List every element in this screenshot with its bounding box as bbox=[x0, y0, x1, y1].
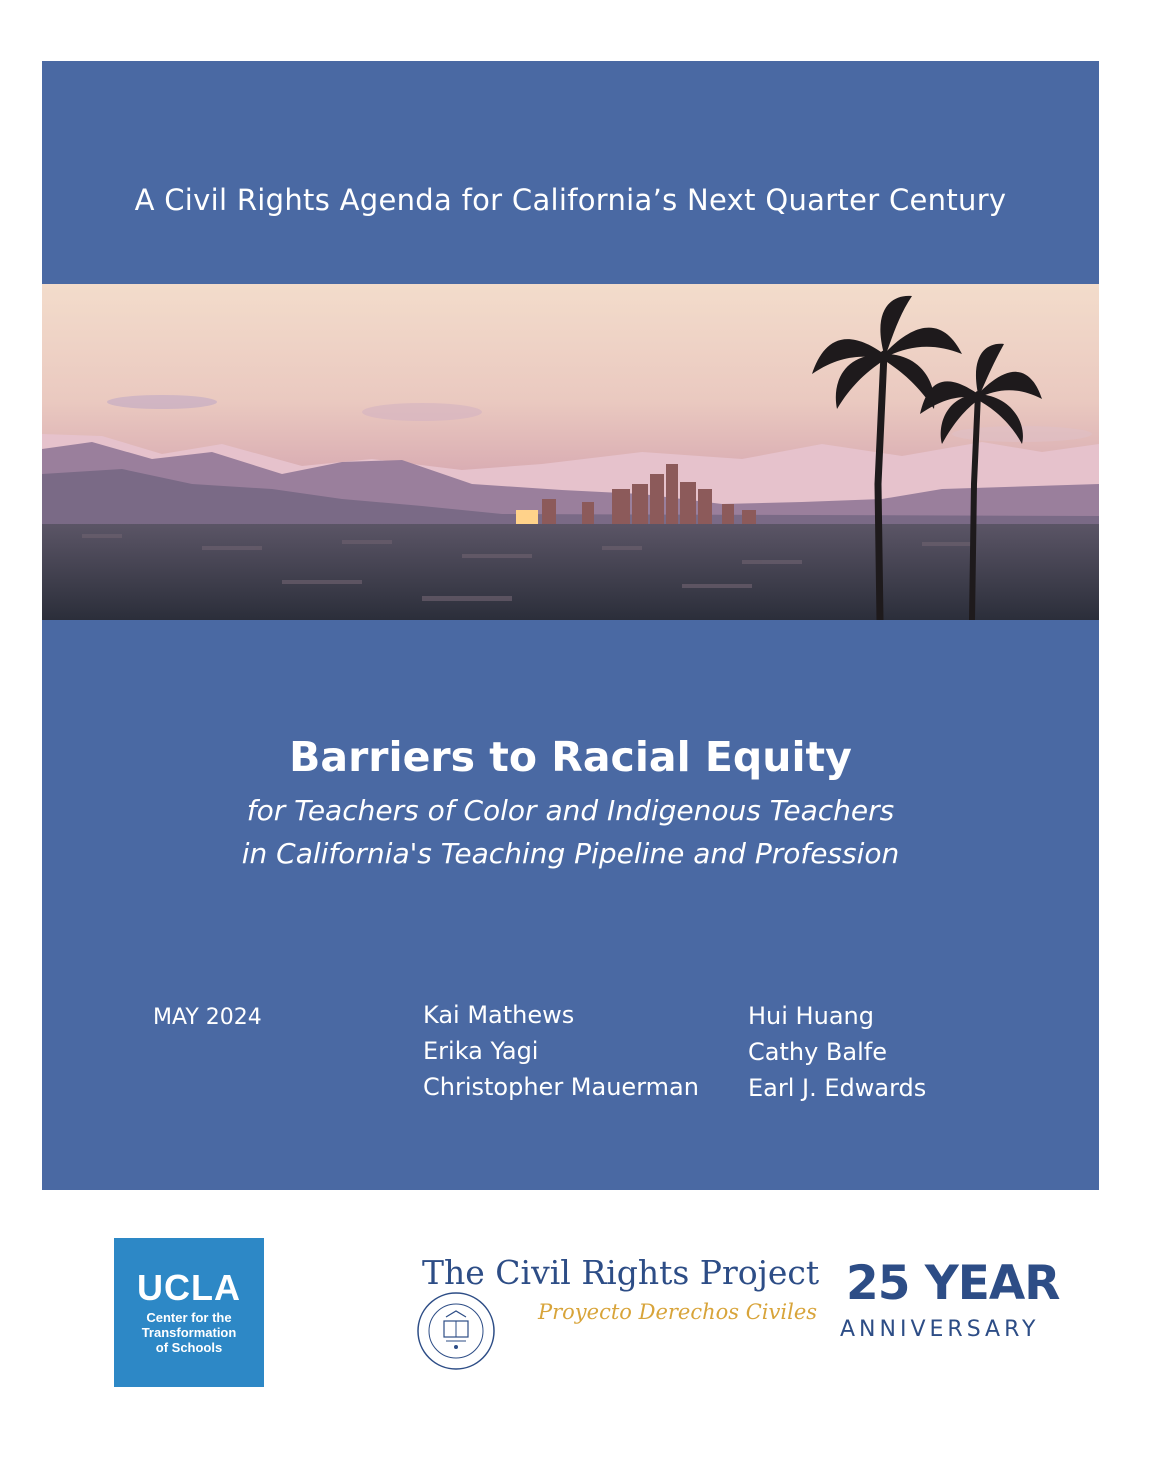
author-name: Christopher Mauerman bbox=[423, 1073, 699, 1101]
author-name: Earl J. Edwards bbox=[748, 1074, 927, 1102]
author-name: Erika Yagi bbox=[423, 1037, 539, 1065]
author-list-left bbox=[423, 997, 699, 1105]
civil-rights-project-spanish: Proyecto Derechos Civiles bbox=[538, 1300, 818, 1324]
author-name: Cathy Balfe bbox=[748, 1038, 887, 1066]
ucla-center-name bbox=[114, 1310, 264, 1355]
anniversary-25-year: 25 YEAR bbox=[846, 1256, 1060, 1311]
ucla-center-line: Center for the bbox=[146, 1310, 232, 1325]
report-subtitle-line1: for Teachers of Color and Indigenous Teachers bbox=[246, 794, 895, 827]
ucla-cts-logo bbox=[114, 1238, 264, 1387]
anniversary-label: ANNIVERSARY bbox=[840, 1317, 1040, 1342]
uc-seal-icon bbox=[416, 1291, 496, 1371]
ucla-center-line: Transformation bbox=[141, 1325, 237, 1340]
ucla-wordmark: UCLA bbox=[137, 1267, 241, 1308]
author-list-right bbox=[748, 998, 926, 1106]
publication-date: MAY 2024 bbox=[153, 1005, 262, 1030]
cover-panel bbox=[42, 61, 1099, 1190]
ucla-center-line: of Schools bbox=[155, 1340, 223, 1355]
report-subtitle-line2: in California's Teaching Pipeline and Profession bbox=[241, 837, 900, 870]
author-name: Hui Huang bbox=[748, 1002, 874, 1030]
author-name: Kai Mathews bbox=[423, 1001, 575, 1029]
civil-rights-project-name: The Civil Rights Project bbox=[422, 1253, 820, 1292]
report-title: Barriers to Racial Equity bbox=[289, 733, 852, 781]
hero-image-la-skyline bbox=[42, 284, 1099, 620]
series-title: A Civil Rights Agenda for California’s Next Quarter Century bbox=[134, 183, 1007, 217]
